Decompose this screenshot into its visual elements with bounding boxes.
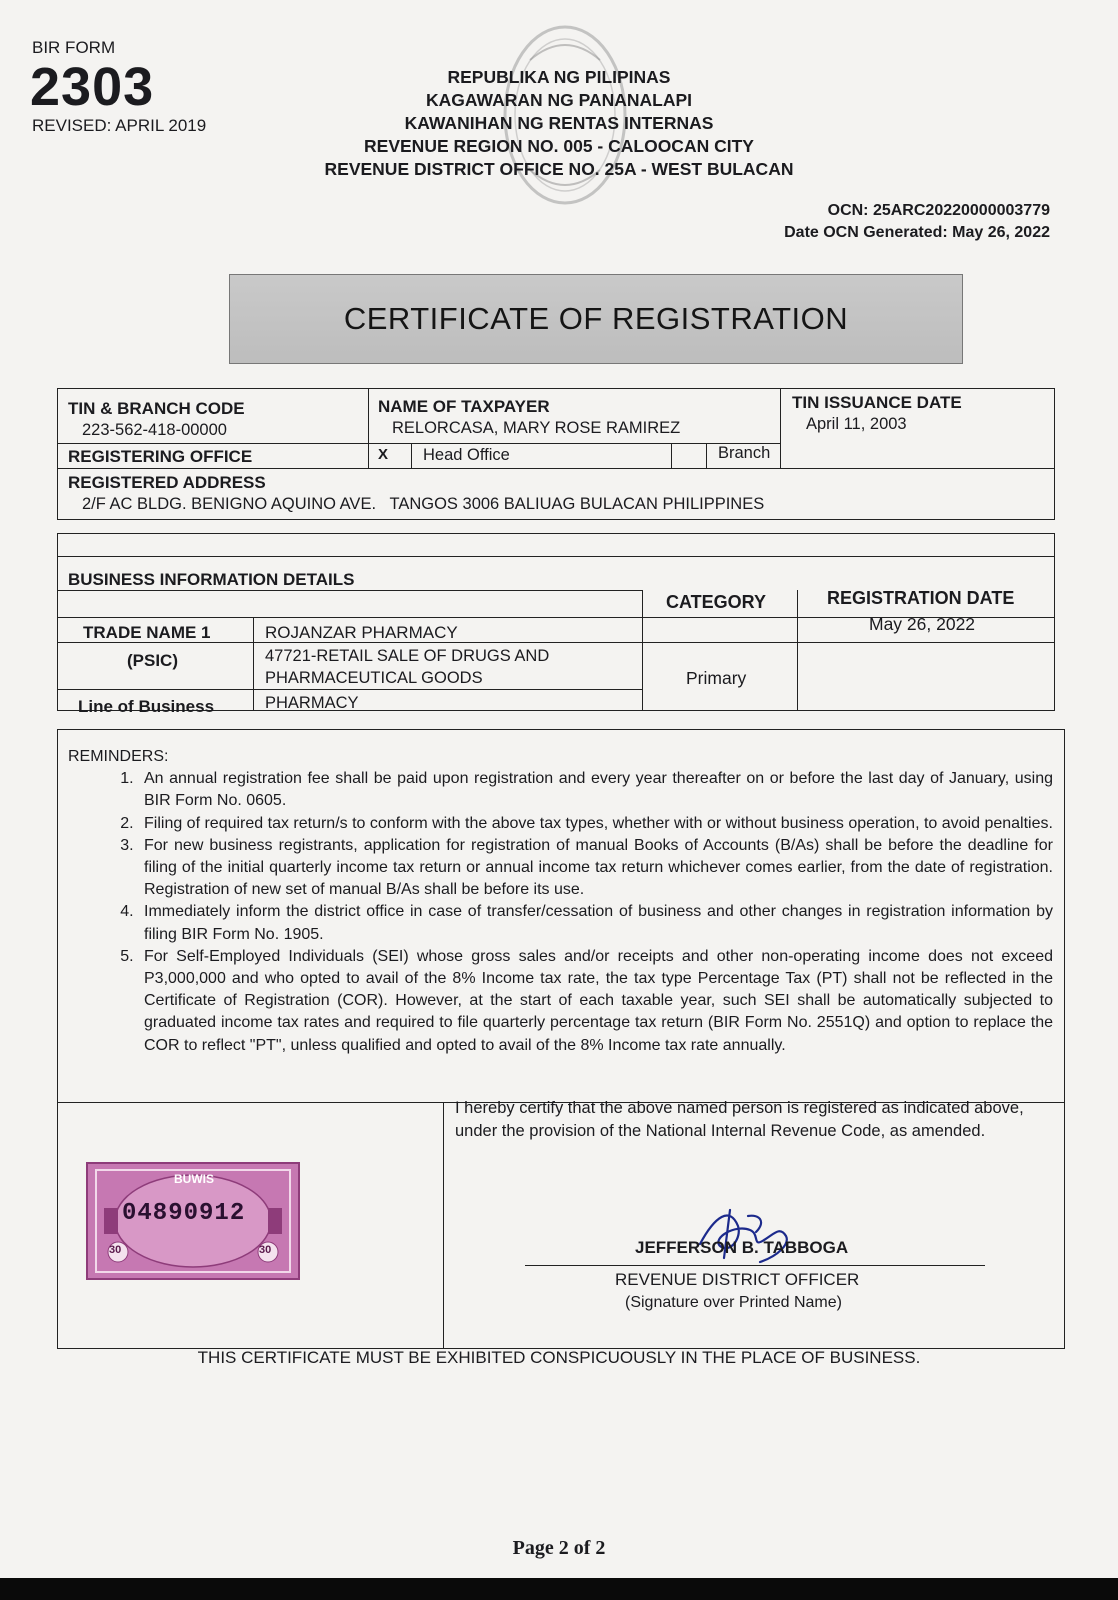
line-of-business-label: Line of Business [78,697,215,716]
reminder-item: 1. An annual registration fee shall be paid upon registration and every year thereafter on or before the last day of January, using BIR Form No. 0605. [138,768,1053,812]
signature-note: (Signature over Printed Name) [625,1294,842,1311]
psic-value-line-1: 47721-RETAIL SALE OF DRUGS AND [265,647,550,665]
officer-title: REVENUE DISTRICT OFFICER [615,1270,860,1289]
ocn-date: Date OCN Generated: May 26, 2022 [784,224,1050,241]
registration-date-value: May 26, 2022 [869,614,976,634]
signature-col-divider [443,1102,444,1349]
reminders-list [68,768,1053,1057]
registered-address-label: REGISTERED ADDRESS [68,473,266,492]
form-label: BIR FORM [32,38,116,57]
branch-label: Branch [718,444,771,462]
category-value: Primary [686,668,747,688]
scan-bottom-edge [0,1578,1118,1600]
certification-text: I hereby certify that the above named person is registered as indicated above, under the provision of the National Internal Revenue Code, as amended. [455,1099,1024,1140]
taxpayer-col-divider [780,388,781,468]
registering-office-label: REGISTERING OFFICE [68,447,253,466]
stamp-serial-number: 04890912 [122,1200,246,1227]
trade-name-value: ROJANZAR PHARMACY [265,623,458,642]
stamp-denomination-left: 30 [109,1244,122,1256]
agency-line: REPUBLIKA NG PILIPINAS [447,67,671,87]
tin-label: TIN & BRANCH CODE [68,399,245,418]
taxpayer-name-value: RELORCASA, MARY ROSE RAMIREZ [392,419,681,437]
reminder-item: 2. Filing of required tax return/s to conform with the above tax types, whether with or without business operation, to avoid penalties. [138,813,1053,835]
agency-line: KAGAWARAN NG PANANALAPI [425,90,693,110]
reminder-item: 5. For Self-Employed Individuals (SEI) whose gross sales and/or receipts and other non-operating income does not exceed P3,000,000 and who opted to avail of the 8% Income tax rate, the tax type Percentage Tax (PT) shall not be reflected in the Certificate of Registration (COR). However, at the start of each taxable year, such SEI shall be automatically subjected to graduated income tax rates and required to file quarterly percentage tax return (BIR Form No. 2551Q) and option to replace the COR to reflect "PT", unless qualified and opted to avail of the 8% Income tax rate annually. [138,946,1053,1057]
agency-block [0,66,1118,181]
reminders-title: REMINDERS: [68,748,169,765]
taxpayer-name-label: NAME OF TAXPAYER [378,397,550,416]
signature-line [525,1265,985,1266]
officer-signature [690,1196,810,1276]
exhibit-notice: THIS CERTIFICATE MUST BE EXHIBITED CONSPICUOUSLY IN THE PLACE OF BUSINESS. [197,1348,921,1367]
document-title: CERTIFICATE OF REGISTRATION [229,274,963,364]
stamp-denomination-right: 30 [259,1244,272,1256]
business-row-divider [57,556,1055,557]
business-col-divider [253,617,254,711]
tin-issuance-label: TIN ISSUANCE DATE [792,393,962,412]
head-office-label: Head Office [423,446,510,464]
form-number: 2303 [30,57,155,117]
tin-value: 223-562-418-00000 [82,421,227,439]
documentary-stamp [86,1162,300,1280]
business-col-divider [642,590,643,711]
psic-label: (PSIC) [127,651,178,670]
trade-name-label: TRADE NAME 1 [83,623,211,642]
taxpayer-col-divider [368,388,369,468]
ocn-number: OCN: 25ARC20220000003779 [827,202,1050,219]
agency-line: KAWANIHAN NG RENTAS INTERNAS [404,113,714,133]
agency-line: REVENUE DISTRICT OFFICE NO. 25A - WEST BULACAN [324,159,794,179]
officer-name: JEFFERSON B. TABBOGA [635,1238,849,1257]
form-revision: REVISED: APRIL 2019 [32,116,207,135]
line-of-business-value: PHARMACY [265,694,359,712]
taxpayer-col-divider [411,443,412,468]
taxpayer-col-divider [671,443,672,468]
psic-value-line-2: PHARMACEUTICAL GOODS [265,669,483,687]
taxpayer-row-divider [57,468,1055,469]
business-row-divider [57,689,642,690]
stamp-top-text: BUWIS [174,1172,214,1186]
business-row-divider [57,590,642,591]
taxpayer-col-divider [706,443,707,468]
tin-issuance-value: April 11, 2003 [806,415,907,433]
ocn-block [784,200,1050,244]
registration-date-label: REGISTRATION DATE [827,588,1015,608]
business-section-label: BUSINESS INFORMATION DETAILS [68,570,355,589]
agency-line: REVENUE REGION NO. 005 - CALOOCAN CITY [364,136,754,156]
reminders-block [68,746,1053,1057]
head-office-checkbox: X [378,446,389,463]
reminder-item: 4. Immediately inform the district office in case of transfer/cessation of business and other changes in registration information by filing BIR Form No. 1905. [138,901,1053,945]
page-number: Page 2 of 2 [512,1537,606,1559]
registered-address-value: 2/F AC BLDG. BENIGNO AQUINO AVE. TANGOS 3006 BALIUAG BULACAN PHILIPPINES [82,495,765,513]
reminder-item: 3. For new business registrants, application for registration of manual Books of Accounts (B/As) shall be before the deadline for filing of the initial quarterly income tax return or annual income tax return whichever comes earlier, from the date of registration. Registration of new set of manual B/As shall be before its use. [138,835,1053,902]
category-label: CATEGORY [666,592,767,612]
business-col-divider [797,590,798,711]
